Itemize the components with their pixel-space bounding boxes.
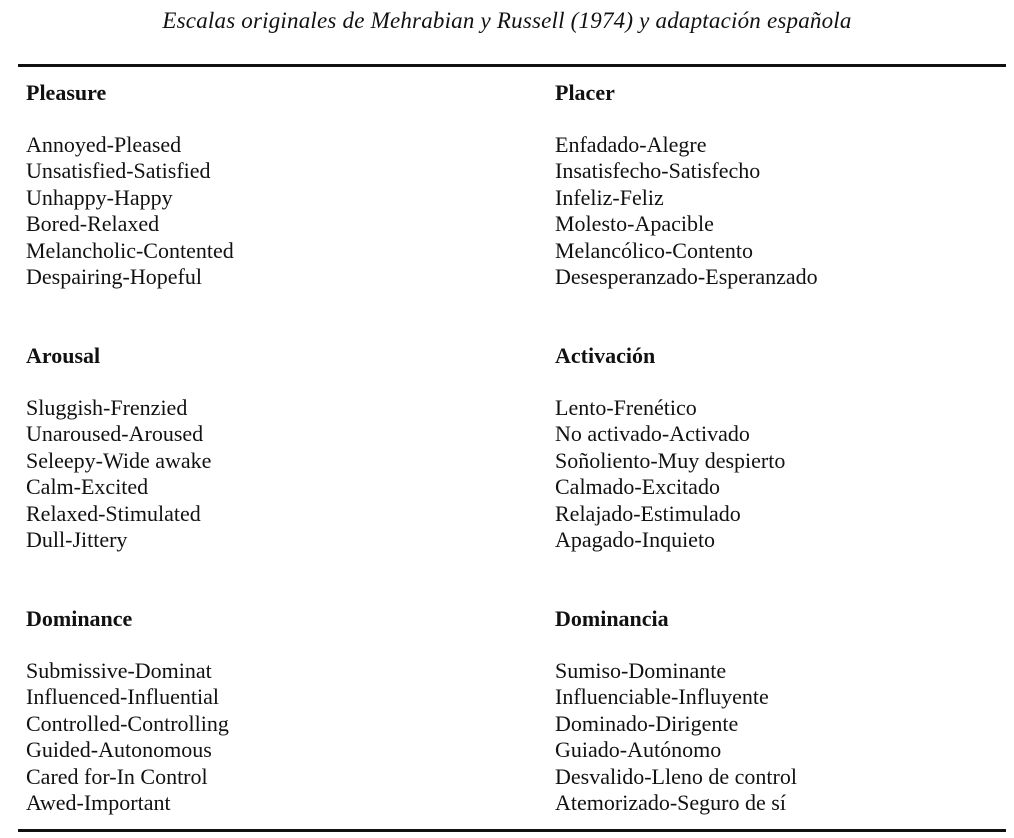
list-item: Awed-Important (26, 790, 171, 816)
list-item: Annoyed-Pleased (26, 132, 182, 157)
list-item: Desvalido-Lleno de control (555, 763, 797, 789)
placer-section (555, 80, 995, 290)
dominance-section (26, 606, 466, 816)
list-item: Relaxed-Stimulated (26, 500, 201, 526)
list-item: Calmado-Excitado (555, 474, 720, 500)
list-item: Atemorizado-Seguro de sí (555, 790, 786, 816)
section-heading-activacion: Activación (555, 343, 656, 368)
activacion-items (555, 395, 995, 553)
list-item: Unhappy-Happy (26, 184, 173, 210)
list-item: Unaroused-Aroused (26, 421, 204, 447)
list-item: Relajado-Estimulado (555, 500, 741, 526)
list-item: Guiado-Autónomo (555, 737, 722, 763)
section-heading-pleasure: Pleasure (26, 80, 107, 105)
table-title: Escalas originales de Mehrabian y Russell (1974) y adaptación española (162, 8, 852, 33)
bottom-rule (18, 829, 1006, 832)
list-item: Dominado-Dirigente (555, 710, 739, 736)
arousal-items (26, 395, 466, 553)
list-item: Apagado-Inquieto (555, 527, 716, 553)
list-item: Despairing-Hopeful (26, 264, 202, 290)
pleasure-section (26, 80, 466, 290)
list-item: Cared for-In Control (26, 763, 208, 789)
list-item: Bored-Relaxed (26, 211, 160, 237)
list-item: Soñoliento-Muy despierto (555, 447, 786, 473)
list-item: Seleepy-Wide awake (26, 447, 212, 473)
section-heading-dominancia: Dominancia (555, 606, 669, 631)
dominancia-items (555, 658, 995, 816)
list-item: Influenciable-Influyente (555, 684, 769, 710)
dominancia-section (555, 606, 995, 816)
list-item: No activado-Activado (555, 421, 750, 447)
list-item: Desesperanzado-Esperanzado (555, 264, 818, 290)
list-item: Controlled-Controlling (26, 710, 229, 736)
pleasure-items (26, 132, 466, 290)
list-item: Unsatisfied-Satisfied (26, 158, 211, 184)
activacion-section (555, 343, 995, 553)
list-item: Influenced-Influential (26, 684, 220, 710)
list-item: Insatisfecho-Satisfecho (555, 158, 761, 184)
list-item: Infeliz-Feliz (555, 184, 664, 210)
arousal-section (26, 343, 466, 553)
list-item: Submissive-Dominat (26, 658, 212, 683)
list-item: Enfadado-Alegre (555, 132, 707, 157)
list-item: Lento-Frenético (555, 395, 697, 420)
section-heading-dominance: Dominance (26, 606, 133, 631)
list-item: Dull-Jittery (26, 527, 128, 553)
dominance-items (26, 658, 466, 816)
list-item: Guided-Autonomous (26, 737, 212, 763)
placer-items (555, 132, 995, 290)
list-item: Melancólico-Contento (555, 237, 753, 263)
list-item: Melancholic-Contented (26, 237, 234, 263)
list-item: Sumiso-Dominante (555, 658, 727, 683)
list-item: Sluggish-Frenzied (26, 395, 188, 420)
top-rule (18, 64, 1006, 67)
list-item: Calm-Excited (26, 474, 149, 500)
section-heading-placer: Placer (555, 80, 615, 105)
section-heading-arousal: Arousal (26, 343, 101, 368)
list-item: Molesto-Apacible (555, 211, 714, 237)
